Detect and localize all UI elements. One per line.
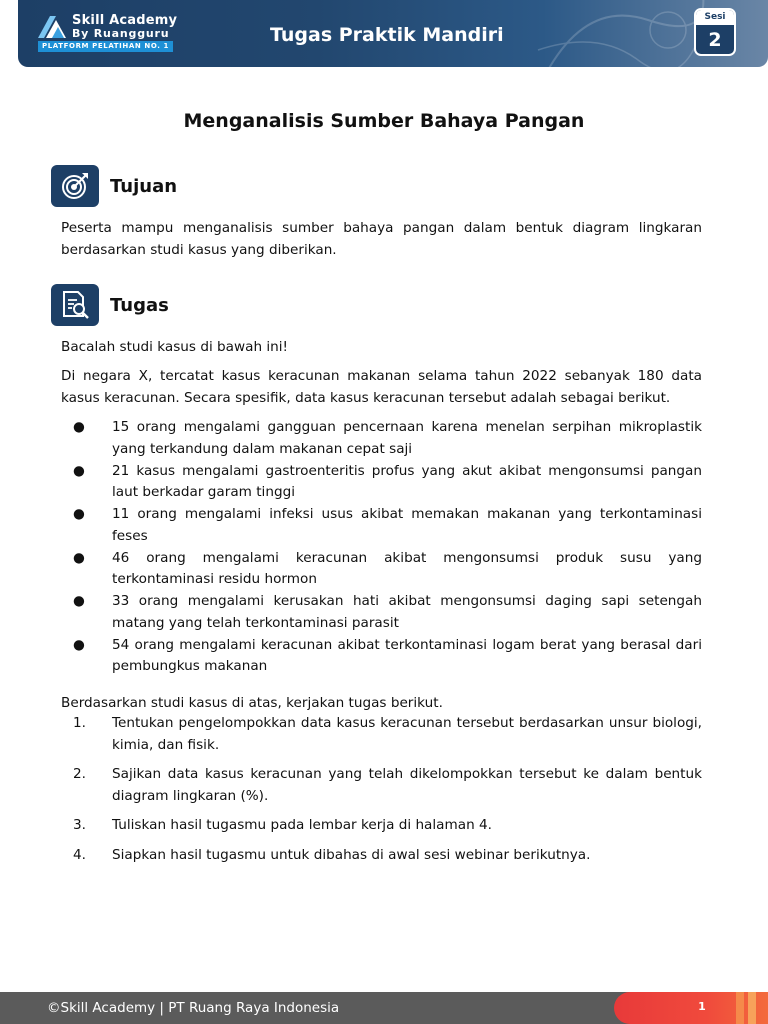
instruction-number: 4.	[73, 846, 86, 863]
bullet-marker: ●	[73, 462, 85, 479]
list-item	[61, 548, 702, 591]
document-search-icon	[51, 284, 99, 326]
list-item	[61, 591, 702, 634]
instruction-text: Sajikan data kasus keracunan yang telah dikelompokkan tersebut ke dalam bentuk diagram lingkaran (%).	[112, 766, 702, 804]
list-item	[61, 417, 702, 460]
instruction-text: Tuliskan hasil tugasmu pada lembar kerja di halaman 4.	[112, 817, 492, 833]
list-item	[61, 713, 702, 756]
header-title: Tugas Praktik Mandiri	[270, 24, 504, 46]
logo-name: Skill Academy	[72, 13, 178, 28]
session-number: 2	[708, 29, 722, 51]
brand-logo	[36, 12, 206, 54]
instruction-list	[61, 713, 702, 874]
case-description: Di negara X, tercatat kasus keracunan makanan selama tahun 2022 sebanyak 180 data kasus keracunan. Secara spesifik, data kasus keracunan tersebut adalah sebagai berikut.	[61, 368, 702, 406]
page-number: 1	[698, 1000, 706, 1013]
tugas-heading: Tugas	[110, 295, 169, 316]
list-item	[61, 845, 702, 867]
instruction-number: 1.	[73, 715, 86, 731]
document-title: Menganalisis Sumber Bahaya Pangan	[183, 110, 585, 132]
logo-mark-icon	[36, 14, 68, 40]
list-item	[61, 815, 702, 837]
tujuan-text: Peserta mampu menganalisis sumber bahaya pangan dalam bentuk diagram lingkaran berdasarkan studi kasus yang diberikan.	[61, 220, 702, 258]
case-item-text: 11 orang mengalami infeksi usus akibat memakan makanan yang terkontaminasi feses	[112, 506, 702, 544]
session-label: Sesi	[696, 10, 734, 25]
instructions-intro: Berdasarkan studi kasus di atas, kerjakan tugas berikut.	[61, 695, 443, 711]
header-banner	[18, 0, 768, 67]
instruction-text: Siapkan hasil tugasmu untuk dibahas di awal sesi webinar berikutnya.	[112, 846, 591, 863]
session-badge	[694, 8, 736, 56]
bullet-marker: ●	[73, 636, 85, 653]
footer-stripe	[736, 992, 744, 1024]
list-item	[61, 635, 702, 678]
bullet-marker: ●	[73, 419, 85, 435]
tujuan-heading: Tujuan	[110, 176, 178, 197]
list-item	[61, 504, 702, 547]
footer-stripe	[748, 992, 756, 1024]
instruction-number: 3.	[73, 817, 86, 833]
case-item-text: 21 kasus mengalami gastroenteritis profus yang akut akibat mengonsumsi pangan laut berkadar garam tinggi	[112, 462, 702, 500]
target-icon	[51, 165, 99, 207]
footer-bar	[0, 992, 768, 1024]
case-item-text: 33 orang mengalami kerusakan hati akibat mengonsumsi daging sapi setengah matang yang telah terkontaminasi parasit	[112, 593, 702, 631]
case-item-text: 54 orang mengalami keracunan akibat terkontaminasi logam berat yang berasal dari pembungkus makanan	[112, 636, 702, 674]
case-item-text: 46 orang mengalami keracunan akibat mengonsumsi produk susu yang terkontaminasi residu hormon	[112, 549, 702, 587]
logo-tagline: PLATFORM PELATIHAN NO. 1	[38, 41, 173, 52]
instruction-text: Tentukan pengelompokkan data kasus keracunan tersebut berdasarkan unsur biologi, kimia, dan fisik.	[112, 715, 702, 753]
case-list	[61, 417, 702, 678]
footer-copyright: ©Skill Academy | PT Ruang Raya Indonesia	[47, 1000, 340, 1016]
instruction-number: 2.	[73, 766, 86, 782]
list-item	[61, 461, 702, 504]
decorative-sketch	[528, 0, 708, 67]
case-item-text: 15 orang mengalami gangguan pencernaan karena menelan serpihan mikroplastik yang terkandung dalam makanan cepat saji	[112, 419, 702, 457]
bullet-marker: ●	[73, 593, 85, 609]
tugas-intro: Bacalah studi kasus di bawah ini!	[61, 339, 289, 355]
bullet-marker: ●	[73, 549, 85, 566]
logo-byline: By Ruangguru	[72, 27, 170, 40]
list-item	[61, 764, 702, 807]
bullet-marker: ●	[73, 506, 85, 522]
